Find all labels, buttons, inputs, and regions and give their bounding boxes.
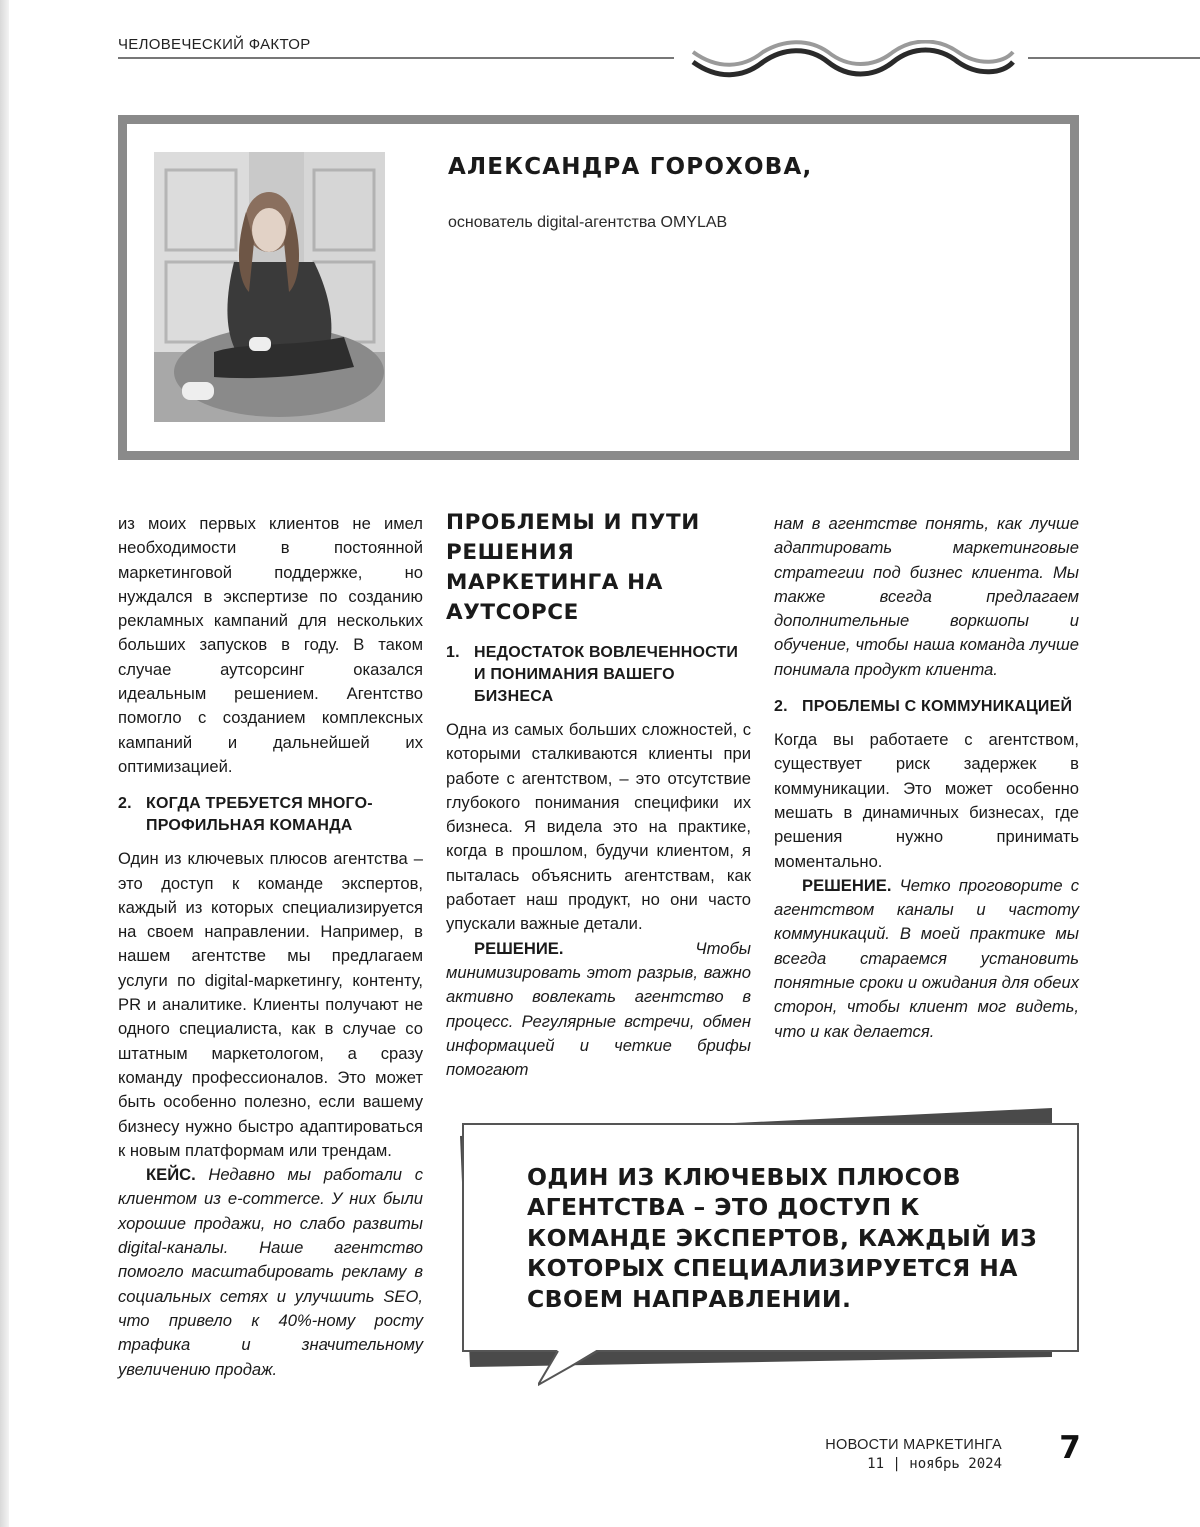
footer-issue-date: 11 | ноябрь 2024 xyxy=(867,1456,1002,1472)
article-column-2 xyxy=(446,512,751,1082)
column2-subheading-1 xyxy=(446,642,751,708)
author-role: основатель digital-агентства OMYLAB xyxy=(448,214,728,231)
footer-magazine-title: НОВОСТИ МАРКЕТИНГА xyxy=(825,1437,1002,1453)
article-column-3 xyxy=(774,512,1079,1044)
subheading-number: 2. xyxy=(118,795,132,813)
page-edge-shadow xyxy=(0,0,9,1527)
header-rule-right xyxy=(1028,57,1200,59)
subheading-number: 2. xyxy=(774,698,788,716)
subheading-number: 1. xyxy=(446,644,460,661)
section-title: ЧЕЛОВЕЧЕСКИЙ ФАКТОР xyxy=(118,36,311,53)
author-photo xyxy=(154,152,385,422)
author-photo-illustration xyxy=(154,152,385,422)
solution-text: Чтобы минимизировать этот разрыв, важно активно вовлекать агентство в процесс. Регулярные встречи, обмен информацией и четкие брифы помогают xyxy=(446,938,751,1080)
case-label: КЕЙС. xyxy=(146,1165,196,1185)
solution-label: РЕШЕНИЕ. xyxy=(474,938,564,958)
section-main-heading: ПРОБЛЕМЫ И ПУТИ РЕШЕНИЯ МАРКЕТИНГА НА АУТСОРСЕ xyxy=(446,510,700,625)
case-text: Недавно мы работали с клиентом из e-commerce. У них были хорошие продажи, но слабо развиты digital-каналы. Наше агентство помогло масштабировать рекламу в социальных сетях и улучшить SEO, что привело к 40%-ному росту трафика и значительному увеличению продаж. xyxy=(118,1165,423,1379)
column2-solution-paragraph xyxy=(446,937,751,1083)
column3-paragraph-2: Когда вы работаете с агентством, существует риск задержек в коммуникации. Это может особенно мешать в динамичных бизнесах, где решения нужно принимать моментально. xyxy=(774,730,1079,871)
subheading-text: КОГДА ТРЕБУЕТСЯ МНОГО-ПРОФИЛЬНАЯ КОМАНДА xyxy=(146,795,373,835)
subheading-text: НЕДОСТАТОК ВОВЛЕЧЕННОСТИ И ПОНИМАНИЯ ВАШЕГО БИЗНЕСА xyxy=(474,644,739,705)
quote-speech-tail xyxy=(538,1349,618,1389)
header-wave-ornament xyxy=(688,40,1018,80)
column1-case-paragraph xyxy=(118,1163,423,1382)
author-box xyxy=(118,115,1079,460)
column3-solution-paragraph xyxy=(774,874,1079,1044)
header-rule-left xyxy=(118,57,674,59)
column1-subheading-2 xyxy=(118,793,423,837)
author-name: АЛЕКСАНДРА ГОРОХОВА, xyxy=(448,154,813,180)
solution-label: РЕШЕНИЕ. xyxy=(802,875,892,895)
column1-paragraph-1: из моих первых клиентов не имел необходимости в постоянной маркетинговой поддержке, но нуждался в экспертизе по созданию рекламных кампаний для нескольких больших запусков в году. В таком случае аутсорсинг оказался идеальным решением. Агентство помогло с созданием комплексных кампаний и дальнейшей их оптимизацией. xyxy=(118,514,423,776)
pull-quote-text: ОДИН ИЗ КЛЮЧЕВЫХ ПЛЮСОВ АГЕНТСТВА – ЭТО ДОСТУП К КОМАНДЕ ЭКСПЕРТОВ, КАЖДЫЙ ИЗ КОТОРЫХ СПЕЦИАЛИЗИРУЕТСЯ НА СВОЕМ НАПРАВЛЕНИИ. xyxy=(527,1163,1038,1313)
page-number: 7 xyxy=(1059,1430,1081,1466)
solution-text: Четко проговорите с агентством каналы и частоту коммуникаций. В моей практике мы всегда стараемся установить понятные сроки и ожидания для обеих сторон, чтобы клиент мог видеть, что и как делается. xyxy=(774,875,1079,1041)
column2-paragraph-1: Одна из самых больших сложностей, с которыми сталкиваются клиенты при работе с агентством, – это отсутствие глубокого понимания специфики их бизнеса. Я видела это на практике, когда в прошлом, будучи клиентом, я пыталась объяснить агентствам, как работает наш продукт, но они часто упускали важные детали. xyxy=(446,720,751,934)
article-column-1 xyxy=(118,512,423,1382)
column3-subheading-2 xyxy=(774,696,1079,718)
subheading-text: ПРОБЛЕМЫ С КОММУНИКАЦИЕЙ xyxy=(802,698,1073,716)
column3-paragraph-1: нам в агентстве понять, как лучше адаптировать маркетинговые стратегии под бизнес клиента. Мы также всегда предлагаем дополнительные воркшопы и обучение, чтобы наша команда лучше понимала продукт клиента. xyxy=(774,514,1079,679)
column1-paragraph-2: Один из ключевых плюсов агентства – это доступ к команде экспертов, каждый из которых специализируется на своем направлении. Например, в нашем агентстве мы предлагаем услуги по digital-маркетингу, контенту, PR и аналитике. Клиенты получают не одного специалиста, как в случае со штатным маркетологом, а сразу команду профессионалов. Это может быть особенно полезно, если вашему бизнесу нужно быстро адаптироваться к новым платформам или трендам. xyxy=(118,849,423,1160)
